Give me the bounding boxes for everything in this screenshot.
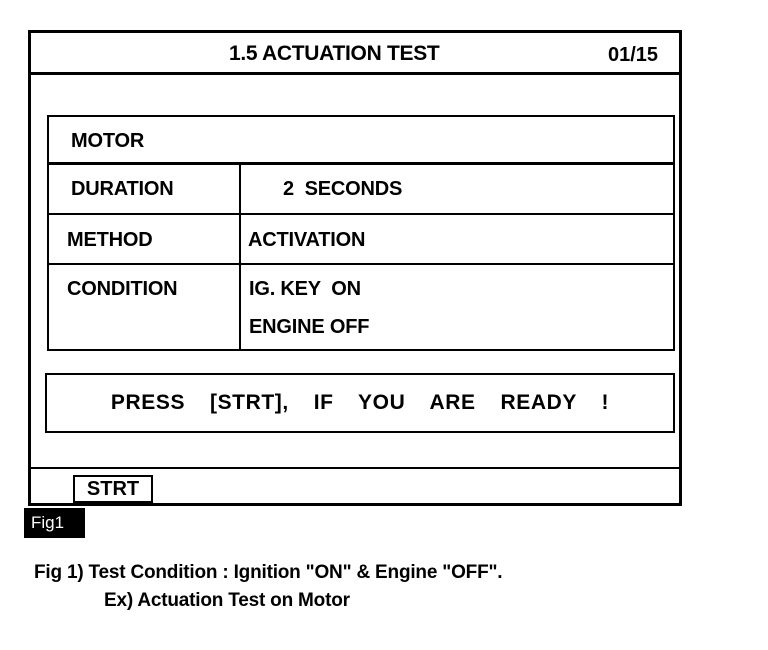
method-label: METHOD [67, 229, 153, 251]
tester-screen [28, 30, 682, 506]
condition-label: CONDITION [67, 278, 178, 300]
title-bar [31, 33, 679, 75]
condition-value-ignition: IG. KEY ON [249, 278, 361, 300]
condition-value-engine: ENGINE OFF [249, 316, 370, 338]
duration-label: DURATION [71, 178, 174, 200]
table-row-condition [49, 265, 673, 351]
component-name: MOTOR [71, 130, 145, 152]
table-row-method [49, 215, 673, 265]
table-header-row [49, 117, 673, 165]
table-row-duration [49, 165, 673, 215]
screen-title: 1.5 ACTUATION TEST [229, 42, 440, 65]
column-divider [239, 165, 241, 351]
test-info-table [47, 115, 675, 351]
method-value: ACTIVATION [248, 229, 366, 251]
duration-value: 2 SECONDS [283, 178, 403, 200]
start-button[interactable]: STRT [73, 475, 153, 503]
figure-tag: Fig1 [24, 508, 85, 538]
figure-caption-line1: Fig 1) Test Condition : Ignition "ON" & Engine "OFF". [34, 562, 503, 583]
page-indicator: 01/15 [608, 44, 659, 66]
ready-prompt: PRESS [STRT], IF YOU ARE READY ! [45, 373, 675, 433]
figure-caption-line2: Ex) Actuation Test on Motor [104, 590, 350, 611]
soft-key-bar [31, 467, 679, 506]
